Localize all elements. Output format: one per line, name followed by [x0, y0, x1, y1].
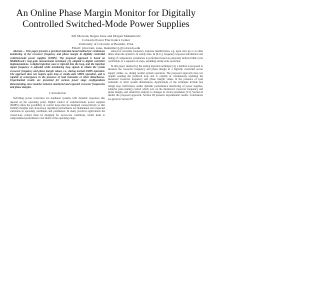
author-institution: University of Colorado at Boulder, USA	[78, 42, 134, 46]
author-affiliation: Colorado Power Electronics Center	[81, 38, 131, 42]
section-heading: I. Introduction	[49, 91, 66, 95]
abstract	[10, 50, 105, 89]
intro-paragraph: Switching power converters are nonlinear systems with dynamic responses that depend on the operating point. Digital control of switched-mode power supplies (SMPS) offers the possibility of control loops that are designed conservatively so that stability margins and closed-loop regulation performance are maintained over expected variations in operating conditions and parameters. In many practical applications the closed-loop control must be designed for worst-case conditions, which leads to compromised performance over much of the operating range.	[10, 97, 105, 120]
body-paragraph: In this paper, inspired by the analog injection technique [4], a method is proposed to measure the crossover frequency and phase margin in a digitally controlled power supply online, i.e. during normal system operation. The proposed approach does not require opening the feedback loop and is capable of continuously updating the measured crossover frequency and phase margin values in the presence of load transients or other system disturbances. Applications of the technique include fast design loop verification, online dynamic performance monitoring of power supplies, adaptive (auto-tuning) control which acts on the monitored crossover frequency and phase margin, and sensitivity analysis to changes in circuit parameters [15]. Section II details the proposed approach. Section III presents experimental results. Conclusions are given in Section IV.	[108, 65, 203, 101]
author-block	[10, 34, 202, 50]
author-email: Email: {morroni, zane, maksimov}@colorado.edu	[71, 46, 141, 50]
body-paragraph: suited for real-time frequency response identification, e.g. upon start up or at other times when the system is in steady state. In [9-11], frequency response information and tuning of compensator parameters is performed based on purposely induced limit-cycle oscillations or a sequence of steps, assuming steady-state operation.	[108, 50, 203, 63]
right-column	[108, 50, 203, 290]
abstract-lead: Abstract	[13, 50, 23, 53]
author-names: Jeff Morroni, Regan Zane and Dragan Maksimović	[71, 34, 141, 38]
abstract-text: — This paper presents a practical injection-based method for continuous monitoring of the crossover frequency and phase margin in digitally controlled switched-mode power supplies (SMPS). The proposed approach is based on Middlebrook's loop-gain measurement technique [4], adapted to digital controller implementations. A digital injection wave is injected into the loop, and the injection signal frequency is adjusted while monitoring loop signals to obtain the system crossover frequency and phase margin values, i.e., during normal SMPS operation. The approach does not require open loop or steady-state SMPS operation, and is capable of convergence in the presence of load transients or other disturbances. Experimental results are presented for various power stage configurations demonstrating close matches between monitored and expected crossover frequencies and phase margins.	[10, 50, 105, 89]
left-column	[10, 50, 105, 290]
paper-title: An Online Phase Margin Monitor for Digitally Controlled Switched-Mode Power Supplies	[16, 8, 196, 30]
